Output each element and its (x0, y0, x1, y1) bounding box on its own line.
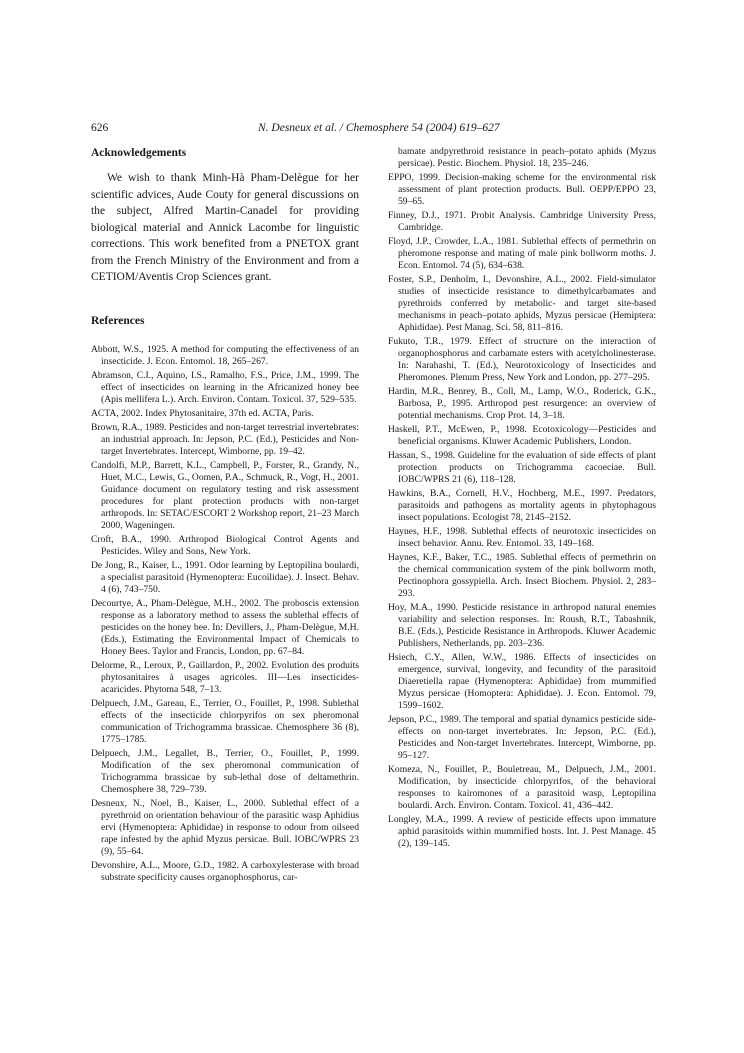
reference-item: Desneux, N., Noel, B., Kaiser, L., 2000. Sublethal effect of a pyrethroid on orientation behaviour of the parasitic wasp Aphidius ervi (Hymenoptera: Aphididae) in response to odour from oilseed rape infested by the aphid Myzus persicae. Bull. IOBC/WPRS 23 (9), 55–64. (91, 797, 359, 857)
reference-item: Floyd, J.P., Crowder, L.A., 1981. Sublethal effects of permethrin on pheromone response and mating of male pink bollworm moths. J. Econ. Entomol. 74 (5), 634–638. (388, 236, 656, 271)
page-number: 626 (91, 122, 109, 134)
acknowledgements-heading: Acknowledgements (91, 147, 187, 159)
reference-item: Hardin, M.R., Benrey, B., Coll, M., Lamp, W.O., Roderick, G.K., Barbosa, P., 1995. Arthropod pest resurgence: an overview of potential mechanisms. Crop Prot. 14, 3–18. (388, 386, 656, 421)
reference-item: Delpuech, J.M., Gareau, E., Terrier, O., Fouillet, P., 1998. Sublethal effects of the insecticide chlorpyrifos on sex pheromonal communication of Trichogramma brassicae. Chemosphere 36 (8), 1775–1785. (91, 697, 359, 745)
reference-item: Komeza, N., Fouillet, P., Bouletreau, M., Delpuech, J.M., 2001. Modification, by insecticide chlorpyrifos, of the behavioral responses to kairomones of a parasitoid wasp, Leptopilina boulardi. Arch. Environ. Contam. Toxicol. 41, 436–442. (388, 764, 656, 811)
reference-item: Foster, S.P., Denholm, I., Devonshire, A.L., 2002. Field-simulator studies of insecticide resistance to dimethylcarbamates and pyrethroids conferred by metabolic- and target site-based mechanisms in peach–potato aphids, Myzus persicae (Hemiptera: Aphididae). Pest Manag. Sci. 58, 811–816. (388, 274, 656, 333)
references-heading: References (91, 314, 145, 327)
reference-list-right (388, 146, 656, 850)
reference-item: Haskell, P.T., McEwen, P., 1998. Ecotoxicology—Pesticides and beneficial organisms. Kluwer Academic Publishers, London. (388, 424, 656, 447)
reference-item: Jepson, P.C., 1989. The temporal and spatial dynamics pesticide side-effects on non-target invertebrates. In: Jepson, P.C. (Ed.), Pesticides and Non-target Invertebrates. Intercept, Wimborne, pp. 95–127. (388, 714, 656, 761)
running-header: N. Desneux et al. / Chemosphere 54 (2004) 619–627 (258, 122, 500, 134)
reference-item: Fukuto, T.R., 1979. Effect of structure on the interaction of organophosphorus and carbamate esters with acetylcholinesterase. In: Narahashi, T. (Ed.), Neurotoxicology of Insecticides and Pheromones. Plenum Press, New York and London, pp. 277–295. (388, 336, 656, 383)
reference-item: EPPO, 1999. Decision-making scheme for the environmental risk assessment of plant protection products. Bull. OEPP/EPPO 23, 59–65. (388, 172, 656, 207)
acknowledgements-text: We wish to thank Minh-Hà Pham-Delègue for her scientific advices, Aude Couty for general discussions on the subject, Alfred Martin-Canadel for providing biological material and Annick Lacombe for linguistic corrections. This work benefited from a PNETOX grant from the French Ministry of the Environment and from a CETIOM/Aventis Crop Sciences grant. (91, 172, 359, 283)
reference-item: Haynes, H.F., 1998. Sublethal effects of neurotoxic insecticides on insect behavior. Annu. Rev. Entomol. 33, 149–168. (388, 526, 656, 549)
reference-item: Candolfi, M.P., Barrett, K.L., Campbell, P., Forster, R., Grandy, N., Huet, M.C., Lewis, G., Oomen, P.A., Schmuck, R., Vogt, H., 2001. Guidance document on regulatory testing and risk assessment procedures for plant protection products with non-target arthropods. In: SETAC/ESCORT 2 Workshop report, 21–23 March 2000, Wageningen. (91, 459, 359, 531)
reference-item: Abbott, W.S., 1925. A method for computing the effectiveness of an insecticide. J. Econ. Entomol. 18, 265–267. (91, 343, 359, 367)
reference-item: Hsiech, C.Y., Allen, W.W., 1986. Effects of insecticides on emergence, survival, longevity, and fecundity of the parasitoid Diaeretiella rapae (Hymenoptera: Aphididae) from mummified Myzus persicae (Homoptera: Aphididae). J. Econ. Entomol. 79, 1599–1602. (388, 652, 656, 711)
reference-list-left (91, 344, 359, 884)
right-column (388, 146, 656, 852)
reference-continuation: bamate andpyrethroid resistance in peach–potato aphids (Myzus persicae). Pestic. Biochem. Physiol. 18, 235–246. (398, 146, 656, 169)
reference-item: Delpuech, J.M., Legallet, B., Terrier, O., Fouillet, P., 1999. Modification of the sex pheromonal communication of Trichogramma brassicae by sub-lethal dose of deltamethrin. Chemosphere 38, 729–739. (91, 747, 359, 795)
reference-item: Hassan, S., 1998. Guideline for the evaluation of side effects of plant protection products on Trichogramma cacoeciae. Bull. IOBC/WPRS 21 (6), 118–128. (388, 450, 656, 485)
left-column (91, 146, 359, 886)
reference-item: Hoy, M.A., 1990. Pesticide resistance in arthropod natural enemies variability and selection responses. In: Roush, R.T., Tabashnik, B.E. (Eds.), Pesticide Resistance in Arthropods. Kluwer Academic Publishers, Netherlands, pp. 203–236. (388, 602, 656, 649)
reference-item: Devonshire, A.L., Moore, G.D., 1982. A carboxylesterase with broad substrate specificity causes organophosphorus, car- (91, 859, 359, 883)
reference-item: ACTA, 2002. Index Phytosanitaire, 37th ed. ACTA, Paris. (91, 407, 314, 419)
reference-item: Brown, R.A., 1989. Pesticides and non-target terrestrial invertebrates: an industrial approach. In: Jepson, P.C. (Ed.), Pesticides and Non-target Invertebrates. Intercept, Wimborne, pp. 19–42. (91, 421, 359, 457)
reference-item: Abramson, C.I., Aquino, I.S., Ramalho, F.S., Price, J.M., 1999. The effect of insecticides on learning in the Africanized honey bee (Apis mellifera L.). Arch. Environ. Contam. Toxicol. 37, 529–535. (91, 369, 359, 405)
reference-item: Decourtye, A., Pham-Delègue, M.H., 2002. The proboscis extension response as a laboratory method to assess the sublethal effects of pesticides on the honey bee. In: Devillers, J., Pham-Delègue, M.H. (Eds.), Estimating the Environmental Impact of Chemicals to Honey Bees. Taylor and Francis, London, pp. 67–84. (91, 597, 359, 657)
reference-item: Hawkins, B.A., Cornell, H.V., Hochberg, M.E., 1997. Predators, parasitoids and pathogens as mortality agents in phytophagous insect populations. Ecologist 78, 2145–2152. (388, 488, 656, 523)
reference-item: Haynes, K.F., Baker, T.C., 1985. Sublethal effects of permethrin on the chemical communication system of the pink bollworm moth, Pectinophora gossypiella. Arch. Insect Biochem. Physiol. 2, 283–293. (388, 552, 656, 599)
reference-item: De Jong, R., Kaiser, L., 1991. Odor learning by Leptopilina boulardi, a specialist parasitoid (Hymenoptera: Eucoilidae). J. Insect. Behav. 4 (6), 743–750. (91, 559, 359, 595)
reference-item: Delorme, R., Leroux, P., Gaillardon, P., 2002. Evolution des produits phytosanitaires à usages agricoles. III—Les insecticides-acaricides. Phytoma 548, 7–13. (91, 659, 359, 695)
reference-item: Finney, D.J., 1971. Probit Analysis. Cambridge University Press, Cambridge. (388, 210, 656, 233)
reference-item: Longley, M.A., 1999. A review of pesticide effects upon immature aphid parasitoids within mummified hosts. Int. J. Pest Manage. 45 (2), 139–145. (388, 814, 656, 849)
reference-item: Croft, B.A., 1990. Arthropod Biological Control Agents and Pesticides. Wiley and Sons, New York. (91, 533, 359, 557)
